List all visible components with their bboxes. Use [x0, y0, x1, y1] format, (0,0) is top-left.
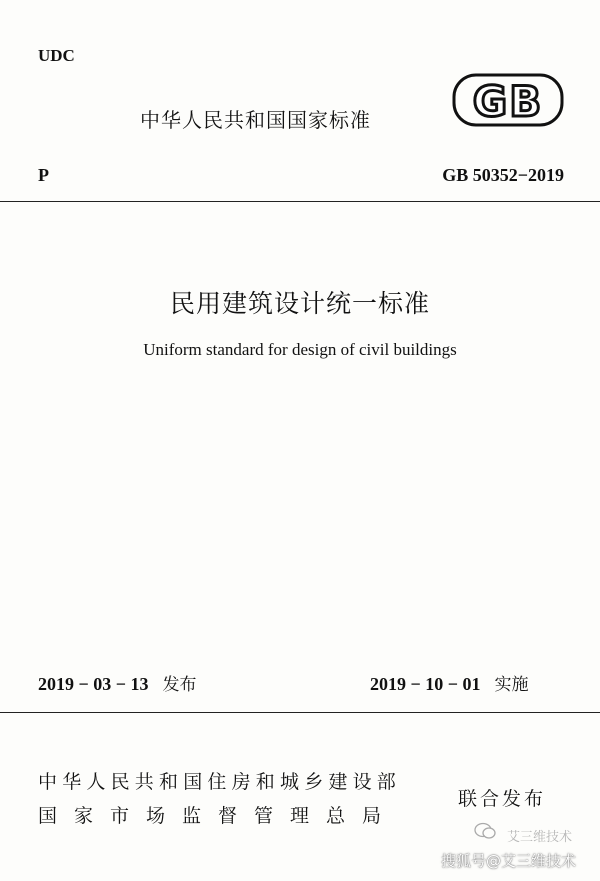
national-standard-label: 中华人民共和国国家标准 [140, 108, 371, 132]
gb-logo [452, 73, 564, 127]
watermark-source: 搜狐号@艾三维技术 [440, 852, 576, 870]
effective-date-block [370, 670, 529, 695]
udc-label: UDC [38, 46, 75, 65]
category-code: P [38, 165, 49, 185]
top-divider [0, 201, 600, 202]
wechat-icon [474, 822, 496, 840]
title-english: Uniform standard for design of civil buildings [143, 340, 457, 359]
joint-issue-label: 联合发布 [458, 788, 547, 810]
issuer-ministry: 中华人民共和国住房和城乡建设部 [38, 771, 402, 793]
issue-date-block [38, 670, 197, 695]
issue-label: 发布 [162, 675, 197, 695]
issue-date: 2019 − 03 − 13 [38, 674, 149, 694]
bottom-divider [0, 712, 600, 713]
effective-date: 2019 − 10 − 01 [370, 674, 481, 694]
standard-number: GB 50352−2019 [442, 165, 564, 185]
gb-logo-text: GB [472, 77, 544, 126]
effective-label: 实施 [494, 675, 529, 695]
watermark-account: 艾三维技术 [506, 830, 572, 845]
issuer-administration: 国家市场监督管理总局 [38, 805, 399, 827]
title-chinese: 民用建筑设计统一标准 [169, 289, 430, 318]
